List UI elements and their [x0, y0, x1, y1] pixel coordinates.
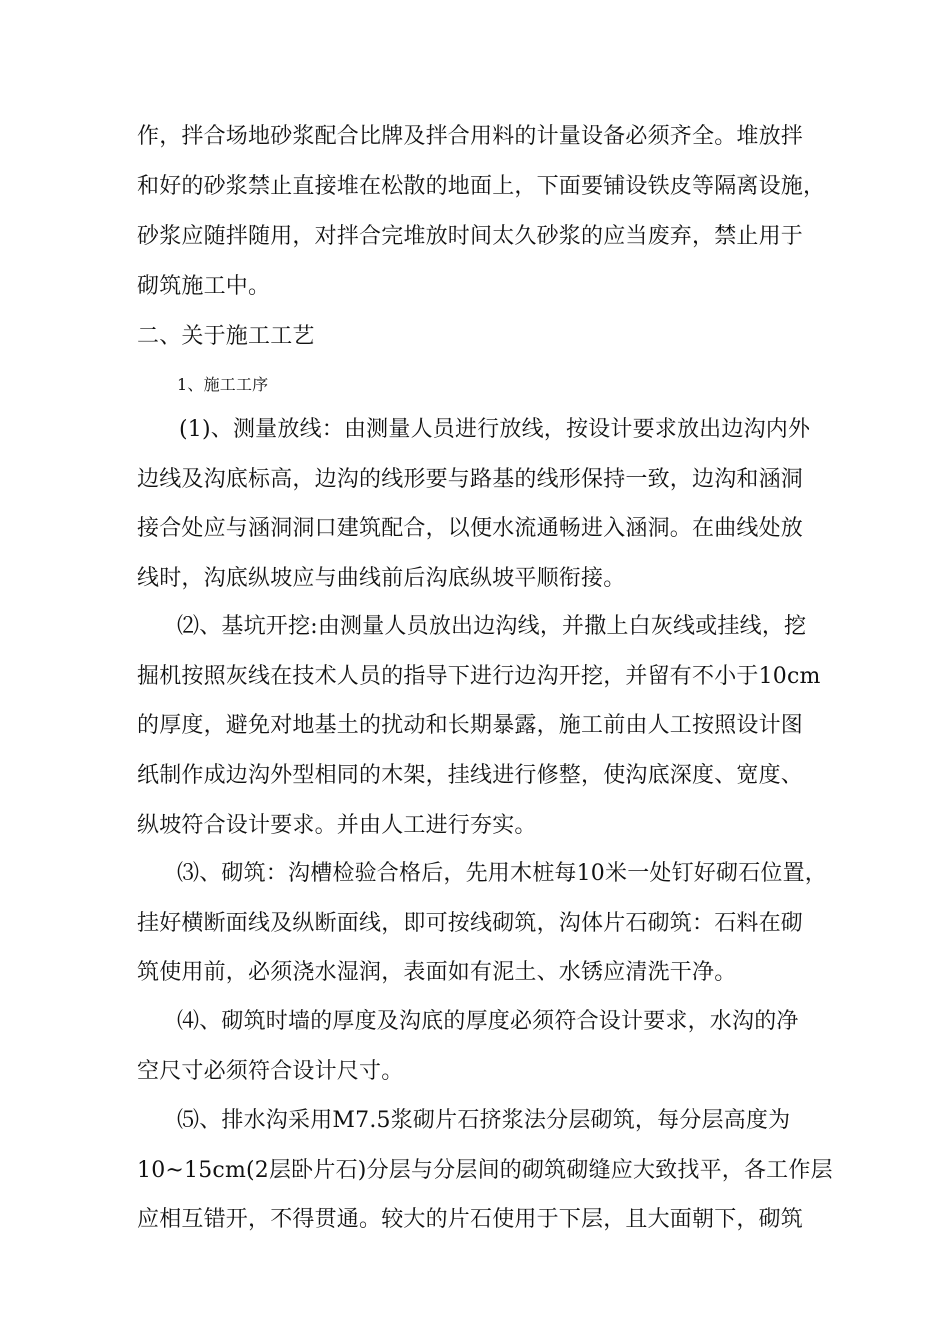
- text-line-9: 接合处应与涵洞洞口建筑配合，以便水流通畅进入涵洞。在曲线处放: [137, 516, 804, 541]
- text-line-11: ⑵、基坑开挖:由测量人员放出边沟线，并撒上白灰线或挂线，挖: [177, 614, 807, 639]
- text-line-22: 10~15cm(2层卧片石)分层与分层间的砌筑砌缝应大致找平，各工作层: [137, 1158, 833, 1183]
- text-line-10: 线时，沟底纵坡应与曲线前后沟底纵坡平顺衔接。: [137, 566, 626, 591]
- text-line-4: 砌筑施工中。: [137, 274, 271, 299]
- subsection-heading: 1、施工工序: [177, 375, 269, 394]
- text-line-17: 挂好横断面线及纵断面线，即可按线砌筑，沟体片石砌筑：石料在砌: [137, 911, 804, 936]
- text-line-8: 边线及沟底标高，边沟的线形要与路基的线形保持一致，边沟和涵洞: [137, 467, 804, 492]
- text-line-19: ⑷、砌筑时墙的厚度及沟底的厚度必须符合设计要求，水沟的净: [177, 1009, 799, 1034]
- text-line-7: (1)、测量放线：由测量人员进行放线，按设计要求放出边沟内外: [179, 417, 811, 442]
- text-line-15: 纵坡符合设计要求。并由人工进行夯实。: [137, 813, 537, 838]
- text-line-2: 和好的砂浆禁止直接堆在松散的地面上，下面要铺设铁皮等隔离设施，: [137, 174, 826, 199]
- text-line-12: 掘机按照灰线在技术人员的指导下进行边沟开挖，并留有不小于10cm: [137, 664, 821, 689]
- text-line-18: 筑使用前，必须浇水湿润，表面如有泥土、水锈应清洗干净。: [137, 960, 737, 985]
- section-heading: 二、关于施工工艺: [137, 324, 315, 349]
- text-line-1: 作，拌合场地砂浆配合比牌及拌合用料的计量设备必须齐全。堆放拌: [137, 124, 804, 149]
- text-line-13: 的厚度，避免对地基土的扰动和长期暴露，施工前由人工按照设计图: [137, 713, 804, 738]
- text-line-21: ⑸、排水沟采用M7.5浆砌片石挤浆法分层砌筑，每分层高度为: [177, 1108, 791, 1133]
- text-line-20: 空尺寸必须符合设计尺寸。: [137, 1059, 404, 1084]
- text-line-16: ⑶、砌筑：沟槽检验合格后，先用木桩每10米一处钉好砌石位置，: [177, 861, 827, 886]
- text-line-23: 应相互错开，不得贯通。较大的片石使用于下层，且大面朝下，砌筑: [137, 1207, 804, 1232]
- text-line-3: 砂浆应随拌随用，对拌合完堆放时间太久砂浆的应当废弃，禁止用于: [137, 224, 804, 249]
- text-line-14: 纸制作成边沟外型相同的木架，挂线进行修整，使沟底深度、宽度、: [137, 763, 804, 788]
